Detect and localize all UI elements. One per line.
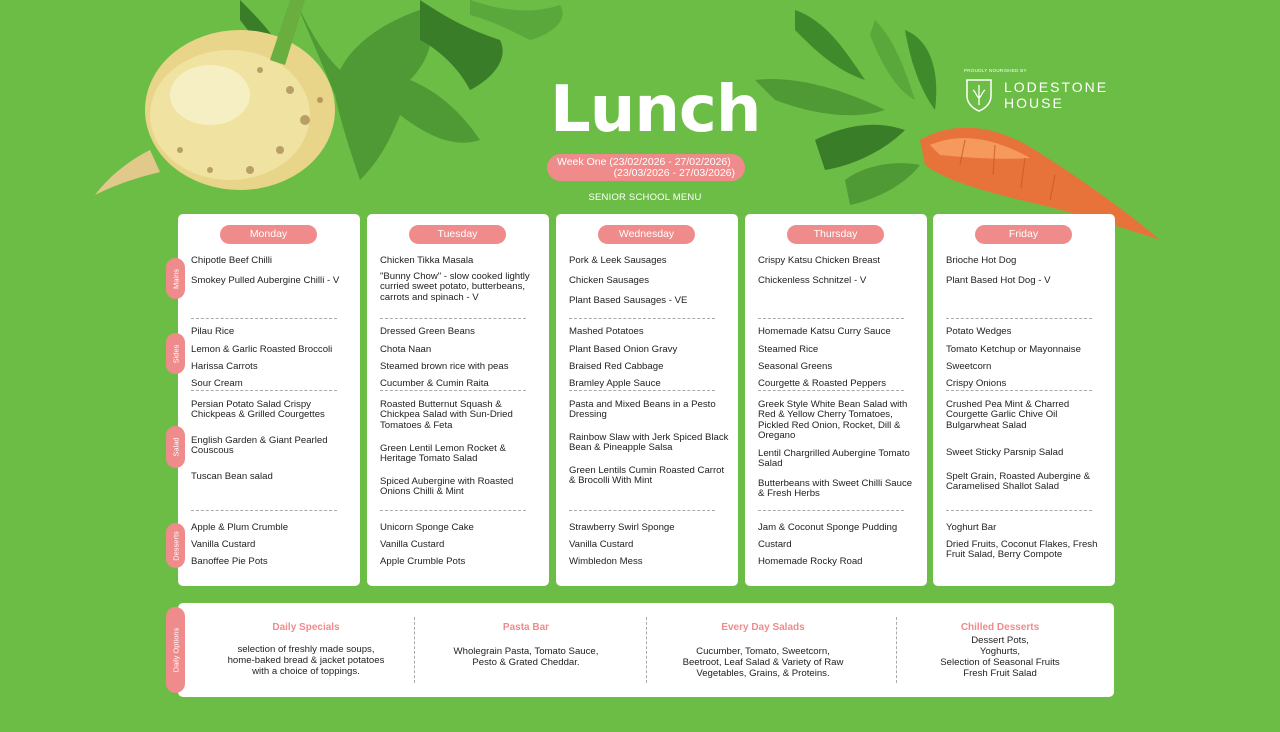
salads-item: Spiced Aubergine with Roasted Onions Chilli & Mint bbox=[380, 476, 514, 498]
celeriac-illustration bbox=[90, 0, 580, 200]
sides-item: Steamed Rice bbox=[758, 344, 819, 355]
logo-tagline: PROUDLY NOURISHED BY bbox=[964, 68, 1027, 73]
desserts-item: Custard bbox=[758, 539, 792, 550]
salads-item: Lentil Chargrilled Aubergine Tomato Salad bbox=[758, 448, 910, 470]
section-divider bbox=[380, 510, 526, 511]
salads-item: Rainbow Slaw with Jerk Spiced Black Bean & Pineapple Salsa bbox=[569, 432, 729, 454]
desserts-item: Yoghurt Bar bbox=[946, 522, 997, 533]
day-heading: Thursday bbox=[787, 225, 884, 244]
sides-item: Dressed Green Beans bbox=[380, 326, 475, 337]
daily-option-specials bbox=[198, 603, 414, 697]
section-divider bbox=[191, 390, 337, 391]
section-divider bbox=[946, 318, 1092, 319]
mains-item: Chicken Tikka Masala bbox=[380, 255, 474, 266]
sides-item: Plant Based Onion Gravy bbox=[569, 344, 678, 355]
salads-item: Sweet Sticky Parsnip Salad bbox=[946, 447, 1064, 458]
category-tab-desserts bbox=[166, 523, 185, 568]
sides-item: Seasonal Greens bbox=[758, 361, 833, 372]
mains-item: Pork & Leek Sausages bbox=[569, 255, 667, 266]
salads-item: Persian Potato Salad Crispy Chickpeas & Grilled Courgettes bbox=[191, 399, 325, 421]
sides-item: Chota Naan bbox=[380, 344, 432, 355]
sides-item: Braised Red Cabbage bbox=[569, 361, 664, 372]
salads-item: English Garden & Giant Pearled Couscous bbox=[191, 435, 328, 457]
daily-option-line: home-baked bread & jacket potatoes bbox=[227, 655, 385, 666]
sides-item: Sweetcorn bbox=[946, 361, 992, 372]
daily-option-line: Dessert Pots, bbox=[971, 635, 1029, 646]
day-heading: Friday bbox=[975, 225, 1072, 244]
daily-option-heading: Daily Specials bbox=[272, 622, 340, 633]
desserts-item: Vanilla Custard bbox=[380, 539, 445, 550]
week-dates-badge bbox=[547, 154, 745, 181]
desserts-item: Strawberry Swirl Sponge bbox=[569, 522, 675, 533]
sides-item: Lemon & Garlic Roasted Broccoli bbox=[191, 344, 333, 355]
daily-option-pasta-bar bbox=[418, 603, 634, 697]
sides-item: Pilau Rice bbox=[191, 326, 235, 337]
daily-option-line: Cucumber, Tomato, Sweetcorn, bbox=[696, 646, 830, 657]
mains-item: Brioche Hot Dog bbox=[946, 255, 1017, 266]
category-tab-label: Desserts bbox=[171, 530, 180, 561]
daily-options-divider bbox=[646, 617, 647, 683]
day-card-thursday bbox=[745, 214, 927, 586]
salads-item: Crushed Pea Mint & Charred Courgette Garlic Chive Oil Bulgarwheat Salad bbox=[946, 399, 1070, 431]
logo-name-line-2: HOUSE bbox=[1004, 95, 1064, 111]
day-card-wednesday bbox=[556, 214, 738, 586]
category-tab-label: Daily Options bbox=[171, 627, 180, 673]
desserts-item: Apple & Plum Crumble bbox=[191, 522, 289, 533]
daily-option-line: selection of freshly made soups, bbox=[237, 644, 375, 655]
section-divider bbox=[569, 318, 715, 319]
lodestone-logo bbox=[962, 68, 1122, 116]
daily-options-divider bbox=[414, 617, 415, 683]
desserts-item: Wimbledon Mess bbox=[569, 556, 643, 567]
section-divider bbox=[191, 510, 337, 511]
desserts-item: Vanilla Custard bbox=[191, 539, 256, 550]
section-divider bbox=[758, 318, 904, 319]
desserts-item: Apple Crumble Pots bbox=[380, 556, 466, 567]
week-dates-line-1: Week One (23/02/2026 - 27/02/2026) bbox=[557, 156, 731, 168]
category-tab-daily-options bbox=[166, 607, 185, 693]
day-card-tuesday bbox=[367, 214, 549, 586]
daily-option-chilled-desserts bbox=[900, 603, 1100, 697]
desserts-item: Banoffee Pie Pots bbox=[191, 556, 268, 567]
page-title: Lunch bbox=[550, 73, 761, 147]
salads-item: Roasted Butternut Squash & Chickpea Salad with Sun-Dried Tomatoes & Feta bbox=[380, 399, 513, 431]
daily-option-heading: Every Day Salads bbox=[721, 622, 805, 633]
section-divider bbox=[946, 510, 1092, 511]
daily-option-heading: Chilled Desserts bbox=[960, 622, 1040, 633]
carrot-illustration bbox=[755, 0, 1165, 245]
daily-option-line: with a choice of toppings. bbox=[252, 666, 360, 677]
mains-item: Crispy Katsu Chicken Breast bbox=[758, 255, 881, 266]
sides-item: Mashed Potatoes bbox=[569, 326, 644, 337]
mains-item: "Bunny Chow" - slow cooked lightly curried sweet potato, butterbeans, carrots and spinach - V bbox=[380, 271, 530, 303]
sides-item: Crispy Onions bbox=[946, 378, 1007, 389]
section-divider bbox=[191, 318, 337, 319]
day-heading: Monday bbox=[220, 225, 317, 244]
daily-options-panel bbox=[178, 603, 1114, 697]
salads-item: Tuscan Bean salad bbox=[191, 471, 273, 482]
category-tab-mains bbox=[166, 258, 185, 299]
sides-item: Sour Cream bbox=[191, 378, 243, 389]
section-divider bbox=[380, 390, 526, 391]
daily-options-divider bbox=[896, 617, 897, 683]
logo-name-line-1: LODESTONE bbox=[1004, 79, 1109, 95]
salads-item: Greek Style White Bean Salad with Red & Yellow Cherry Tomatoes, Pickled Red Onion, Rocket, Dill & Oregano bbox=[758, 399, 908, 442]
category-tab-label: Salad bbox=[171, 437, 180, 457]
sides-item: Potato Wedges bbox=[946, 326, 1012, 337]
day-heading: Wednesday bbox=[598, 225, 695, 244]
menu-subtitle: SENIOR SCHOOL MENU bbox=[588, 192, 702, 203]
sides-item: Bramley Apple Sauce bbox=[569, 378, 661, 389]
salads-item: Green Lentils Cumin Roasted Carrot & Brocolli With Mint bbox=[569, 465, 725, 487]
desserts-item: Vanilla Custard bbox=[569, 539, 634, 550]
section-divider bbox=[758, 510, 904, 511]
salads-item: Butterbeans with Sweet Chilli Sauce & Fresh Herbs bbox=[758, 478, 913, 500]
daily-option-line: Wholegrain Pasta, Tomato Sauce, bbox=[453, 646, 599, 657]
sides-item: Harissa Carrots bbox=[191, 361, 258, 372]
category-tab-label: Sides bbox=[171, 344, 180, 363]
section-divider bbox=[569, 510, 715, 511]
desserts-item: Dried Fruits, Coconut Flakes, Fresh Fruit Salad, Berry Compote bbox=[946, 539, 1098, 561]
daily-option-line: Selection of Seasonal Fruits bbox=[940, 657, 1060, 668]
section-divider bbox=[946, 390, 1092, 391]
lodestone-crest-icon bbox=[964, 78, 994, 112]
day-card-monday bbox=[178, 214, 360, 586]
salads-item: Spelt Grain, Roasted Aubergine & Caramelised Shallot Salad bbox=[946, 471, 1090, 493]
desserts-item: Unicorn Sponge Cake bbox=[380, 522, 474, 533]
salads-item: Green Lentil Lemon Rocket & Heritage Tomato Salad bbox=[380, 443, 506, 465]
salads-item: Pasta and Mixed Beans in a Pesto Dressing bbox=[569, 399, 716, 421]
mains-item: Plant Based Sausages - VE bbox=[569, 295, 688, 306]
section-divider bbox=[758, 390, 904, 391]
sides-item: Homemade Katsu Curry Sauce bbox=[758, 326, 891, 337]
mains-item: Plant Based Hot Dog - V bbox=[946, 275, 1051, 286]
daily-option-heading: Pasta Bar bbox=[502, 622, 550, 633]
sides-item: Cucumber & Cumin Raita bbox=[380, 378, 489, 389]
daily-option-line: Fresh Fruit Salad bbox=[963, 668, 1037, 679]
section-divider bbox=[380, 318, 526, 319]
daily-option-line: Pesto & Grated Cheddar. bbox=[472, 657, 580, 668]
day-card-friday bbox=[933, 214, 1115, 586]
desserts-item: Homemade Rocky Road bbox=[758, 556, 863, 567]
daily-option-salads bbox=[658, 603, 868, 697]
day-heading: Tuesday bbox=[409, 225, 506, 244]
mains-item: Chicken Sausages bbox=[569, 275, 649, 286]
mains-item: Smokey Pulled Aubergine Chilli - V bbox=[191, 275, 340, 286]
sides-item: Courgette & Roasted Peppers bbox=[758, 378, 886, 389]
daily-option-line: Beetroot, Leaf Salad & Variety of Raw bbox=[682, 657, 844, 668]
sides-item: Steamed brown rice with peas bbox=[380, 361, 509, 372]
daily-option-line: Vegetables, Grains, & Proteins. bbox=[696, 668, 830, 679]
daily-option-line: Yoghurts, bbox=[979, 646, 1021, 657]
category-tab-sides bbox=[166, 333, 185, 374]
week-dates-line-2: (23/03/2026 - 27/03/2026) bbox=[613, 167, 735, 179]
category-tab-salad bbox=[166, 426, 185, 468]
section-divider bbox=[569, 390, 715, 391]
desserts-item: Jam & Coconut Sponge Pudding bbox=[758, 522, 898, 533]
category-tab-label: Mains bbox=[171, 268, 180, 289]
mains-item: Chickenless Schnitzel - V bbox=[758, 275, 867, 286]
logo-name bbox=[1004, 79, 1108, 111]
mains-item: Chipotle Beef Chilli bbox=[191, 255, 273, 266]
sides-item: Tomato Ketchup or Mayonnaise bbox=[946, 344, 1081, 355]
